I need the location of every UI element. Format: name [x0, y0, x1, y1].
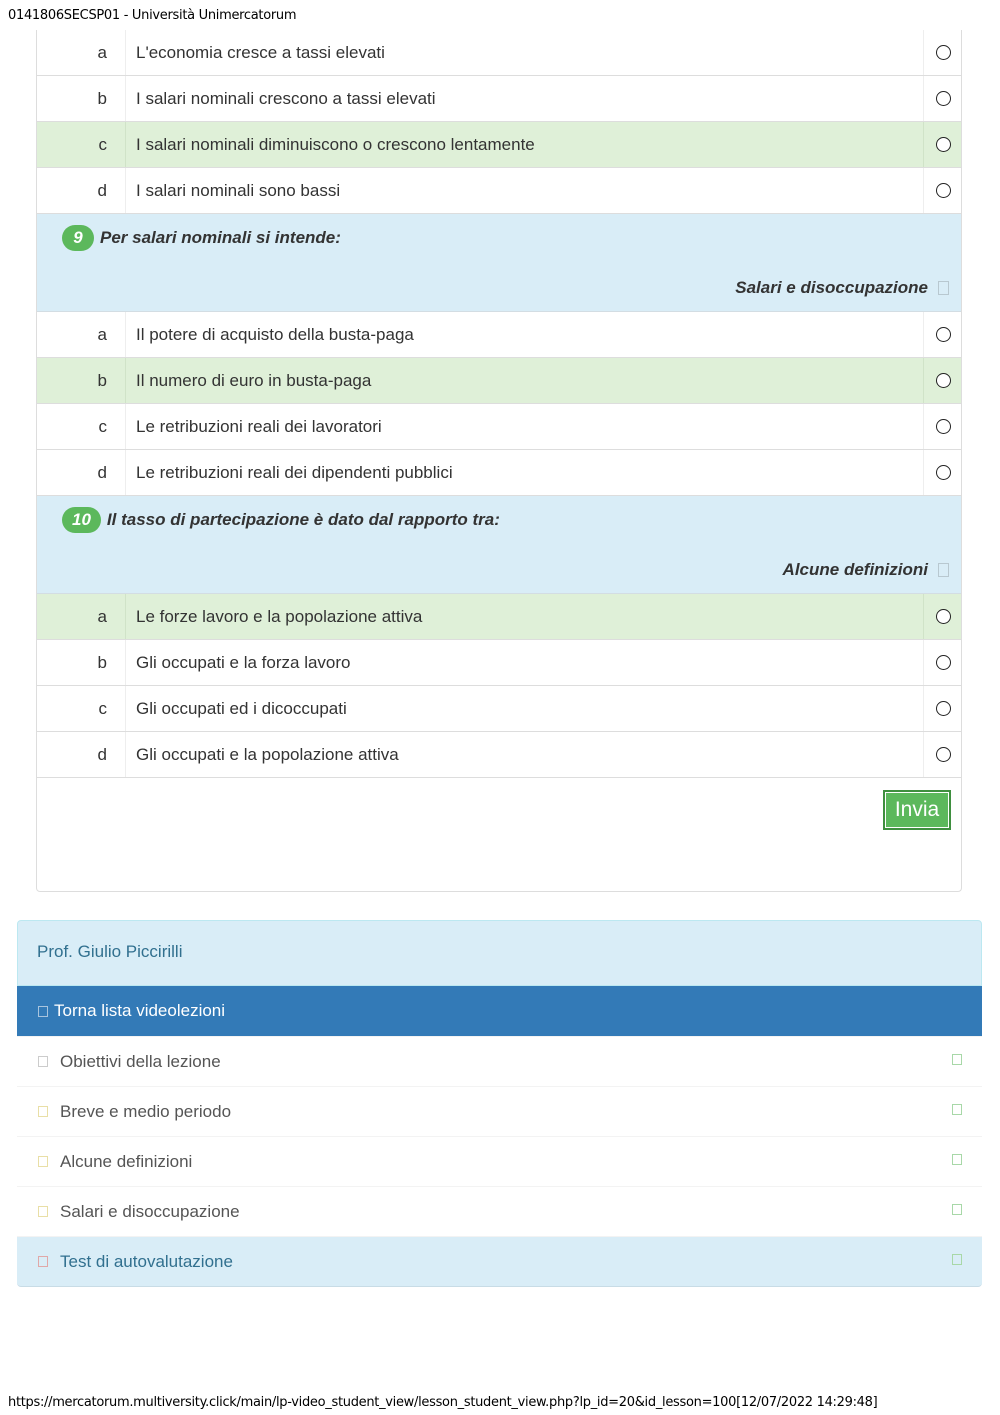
- page-footer-url: https://mercatorum.multiversity.click/main/lp-video_student_view/lesson_student_view.php?lp_id=20&id_lesson=100[12/07/2022 14:29:48]: [8, 1395, 878, 1410]
- question-10-header: [37, 496, 961, 594]
- option-text: Il potere di acquisto della busta-paga: [136, 324, 414, 344]
- question-9-options: [37, 312, 961, 496]
- option-text: I salari nominali sono bassi: [136, 180, 341, 200]
- divider: [923, 30, 924, 75]
- status-square-icon: [952, 1054, 962, 1065]
- divider: [923, 312, 924, 357]
- square-icon: [38, 1156, 48, 1167]
- divider: [923, 358, 924, 403]
- radio-button[interactable]: [936, 609, 951, 624]
- divider: [923, 168, 924, 213]
- option-letter: b: [97, 652, 107, 672]
- nav-label: Alcune definizioni: [60, 1151, 193, 1171]
- divider: [923, 122, 924, 167]
- radio-button[interactable]: [936, 137, 951, 152]
- question-8-options: [37, 30, 961, 214]
- option-row[interactable]: [37, 312, 961, 358]
- option-row[interactable]: [37, 732, 961, 778]
- option-text: Gli occupati e la forza lavoro: [136, 652, 351, 672]
- option-letter: a: [97, 324, 107, 344]
- radio-button[interactable]: [936, 91, 951, 106]
- question-10-options: [37, 594, 961, 778]
- submit-row: [37, 778, 961, 885]
- option-letter: c: [98, 698, 107, 718]
- option-row[interactable]: [37, 168, 961, 214]
- divider: [923, 76, 924, 121]
- nav-label: Torna lista videolezioni: [54, 1001, 226, 1020]
- option-text: Gli occupati e la popolazione attiva: [136, 744, 399, 764]
- radio-button[interactable]: [936, 465, 951, 480]
- option-text: Le retribuzioni reali dei lavoratori: [136, 416, 382, 436]
- option-row[interactable]: [37, 686, 961, 732]
- option-letter: a: [97, 42, 107, 62]
- option-text: Le forze lavoro e la popolazione attiva: [136, 606, 423, 626]
- square-icon: [38, 1006, 48, 1017]
- nav-item-breve-medio-periodo[interactable]: [17, 1087, 982, 1137]
- option-text: Le retribuzioni reali dei dipendenti pubblici: [136, 462, 453, 482]
- question-text: Il tasso di partecipazione è dato dal rapporto tra:: [106, 510, 500, 529]
- divider: [923, 732, 924, 777]
- divider: [923, 640, 924, 685]
- square-icon: [38, 1056, 48, 1067]
- radio-button[interactable]: [936, 183, 951, 198]
- divider: [923, 404, 924, 449]
- nav-item-alcune-definizioni[interactable]: [17, 1137, 982, 1187]
- divider: [923, 686, 924, 731]
- nav-label: Test di autovalutazione: [60, 1251, 233, 1271]
- option-letter: c: [98, 134, 107, 154]
- option-letter: a: [97, 606, 107, 626]
- nav-label: Obiettivi della lezione: [60, 1051, 221, 1071]
- radio-button[interactable]: [936, 747, 951, 762]
- option-letter: d: [97, 462, 107, 482]
- option-row[interactable]: [37, 450, 961, 496]
- option-row-correct[interactable]: [37, 358, 961, 404]
- square-icon: [38, 1106, 48, 1117]
- status-square-icon: [952, 1254, 962, 1265]
- nav-item-salari-disoccupazione[interactable]: [17, 1187, 982, 1237]
- divider: [923, 594, 924, 639]
- option-row[interactable]: [37, 404, 961, 450]
- option-text: Il numero di euro in busta-paga: [136, 370, 372, 390]
- status-square-icon: [952, 1104, 962, 1115]
- option-row-correct[interactable]: [37, 594, 961, 640]
- nav-item-test-autovalutazione[interactable]: [17, 1237, 982, 1287]
- square-icon: [38, 1256, 48, 1267]
- question-9-header: [37, 214, 961, 312]
- option-row-correct[interactable]: [37, 122, 961, 168]
- option-text: Gli occupati ed i dicoccupati: [136, 698, 347, 718]
- question-number-badge: 10: [62, 507, 101, 533]
- option-letter: d: [97, 180, 107, 200]
- question-text: Per salari nominali si intende:: [100, 228, 341, 247]
- radio-button[interactable]: [936, 655, 951, 670]
- option-letter: c: [98, 416, 107, 436]
- option-letter: b: [97, 88, 107, 108]
- question-topic: [735, 278, 949, 298]
- radio-button[interactable]: [936, 327, 951, 342]
- option-text: I salari nominali diminuiscono o crescono lentamente: [136, 134, 535, 154]
- lesson-nav: [17, 986, 982, 1287]
- radio-button[interactable]: [936, 373, 951, 388]
- topic-square-icon: [938, 281, 949, 295]
- radio-button[interactable]: [936, 701, 951, 716]
- status-square-icon: [952, 1154, 962, 1165]
- nav-label: Salari e disoccupazione: [60, 1201, 240, 1221]
- status-square-icon: [952, 1204, 962, 1215]
- option-row[interactable]: [37, 30, 961, 76]
- question-topic: [783, 560, 949, 580]
- option-letter: d: [97, 744, 107, 764]
- option-text: I salari nominali crescono a tassi elevati: [136, 88, 436, 108]
- topic-square-icon: [938, 563, 949, 577]
- radio-button[interactable]: [936, 45, 951, 60]
- option-row[interactable]: [37, 76, 961, 122]
- submit-button[interactable]: Invia: [883, 790, 951, 830]
- topic-label: Alcune definizioni: [782, 560, 928, 579]
- quiz-panel: [36, 30, 962, 892]
- nav-label: Breve e medio periodo: [60, 1101, 232, 1121]
- radio-button[interactable]: [936, 419, 951, 434]
- nav-item-obiettivi[interactable]: [17, 1037, 982, 1087]
- page-header: 0141806SECSP01 - Università Unimercatorum: [8, 8, 297, 23]
- option-row[interactable]: [37, 640, 961, 686]
- divider: [923, 450, 924, 495]
- topic-label: Salari e disoccupazione: [735, 278, 928, 297]
- question-number-badge: 9: [62, 225, 94, 251]
- back-to-video-list-button[interactable]: [17, 986, 982, 1037]
- professor-panel: Prof. Giulio Piccirilli: [17, 920, 982, 986]
- square-icon: [38, 1206, 48, 1217]
- option-text: L'economia cresce a tassi elevati: [136, 42, 385, 62]
- option-letter: b: [97, 370, 107, 390]
